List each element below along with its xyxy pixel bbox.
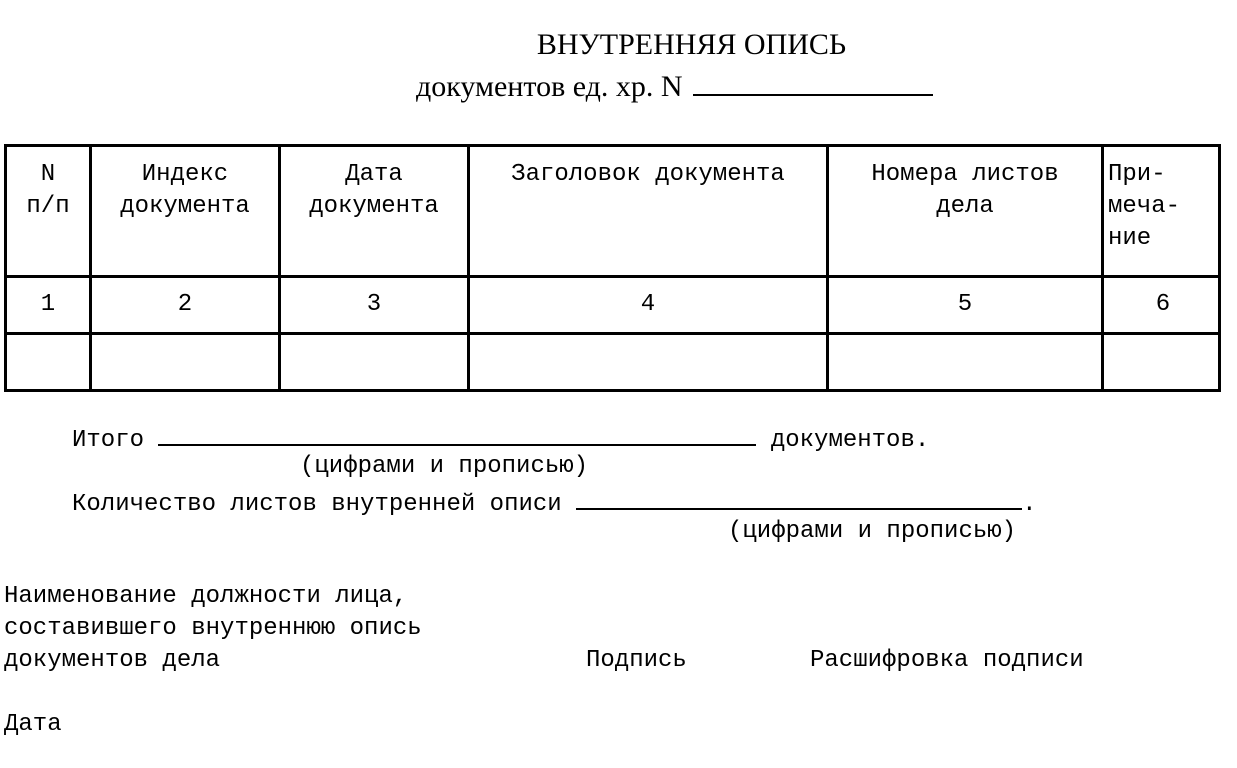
document-title [73, 28, 1237, 62]
table-row-column-numbers [6, 277, 1220, 334]
date-label: Дата [4, 711, 62, 738]
table-cell-empty[interactable] [6, 334, 91, 391]
unit-number-blank-field[interactable] [693, 68, 933, 96]
document-title-text: ВНУТРЕННЯЯ ОПИСЬ [536, 28, 847, 61]
column-number-cell: 3 [280, 277, 469, 334]
table-cell-empty[interactable] [828, 334, 1103, 391]
position-label-line-1: Наименование должности лица, [4, 583, 408, 610]
table-cell-empty[interactable] [280, 334, 469, 391]
table-header-row [6, 146, 1220, 277]
signature-decode-label: Расшифровка подписи [810, 647, 1084, 674]
column-number-cell: 5 [828, 277, 1103, 334]
document-subtitle-text: документов ед. хр. N [416, 70, 683, 103]
inventory-table [4, 144, 1221, 392]
table-cell-empty[interactable] [91, 334, 280, 391]
total-label: Итого [72, 427, 145, 454]
sheets-count-suffix: . [1022, 491, 1037, 518]
column-header-index: Индекс документа [91, 146, 280, 277]
total-line [72, 420, 929, 456]
column-number-cell: 6 [1103, 277, 1220, 334]
column-number-cell: 4 [469, 277, 828, 334]
sheets-count-label: Количество листов внутренней описи [72, 491, 562, 518]
sheets-count-blank-field[interactable] [576, 484, 1022, 510]
column-header-title: Заголовок документа [469, 146, 828, 277]
position-label-line-3: документов дела [4, 647, 221, 674]
total-suffix: документов. [770, 427, 930, 454]
sheets-count-line [72, 484, 1037, 520]
column-number-cell: 1 [6, 277, 91, 334]
column-header-note: При- меча- ние [1103, 146, 1220, 277]
position-label-line-2: составившего внутреннюю опись [4, 615, 422, 642]
column-header-sheet-numbers: Номера листов дела [828, 146, 1103, 277]
total-hint: (цифрами и прописью) [300, 453, 589, 480]
table-row-empty [6, 334, 1220, 391]
column-header-number: N п/п [6, 146, 91, 277]
column-header-date: Дата документа [280, 146, 469, 277]
signature-label: Подпись [586, 647, 687, 674]
column-number-cell: 2 [91, 277, 280, 334]
total-documents-blank-field[interactable] [158, 420, 756, 446]
table-cell-empty[interactable] [1103, 334, 1220, 391]
sheets-count-hint: (цифрами и прописью) [728, 518, 1017, 545]
table-cell-empty[interactable] [469, 334, 828, 391]
